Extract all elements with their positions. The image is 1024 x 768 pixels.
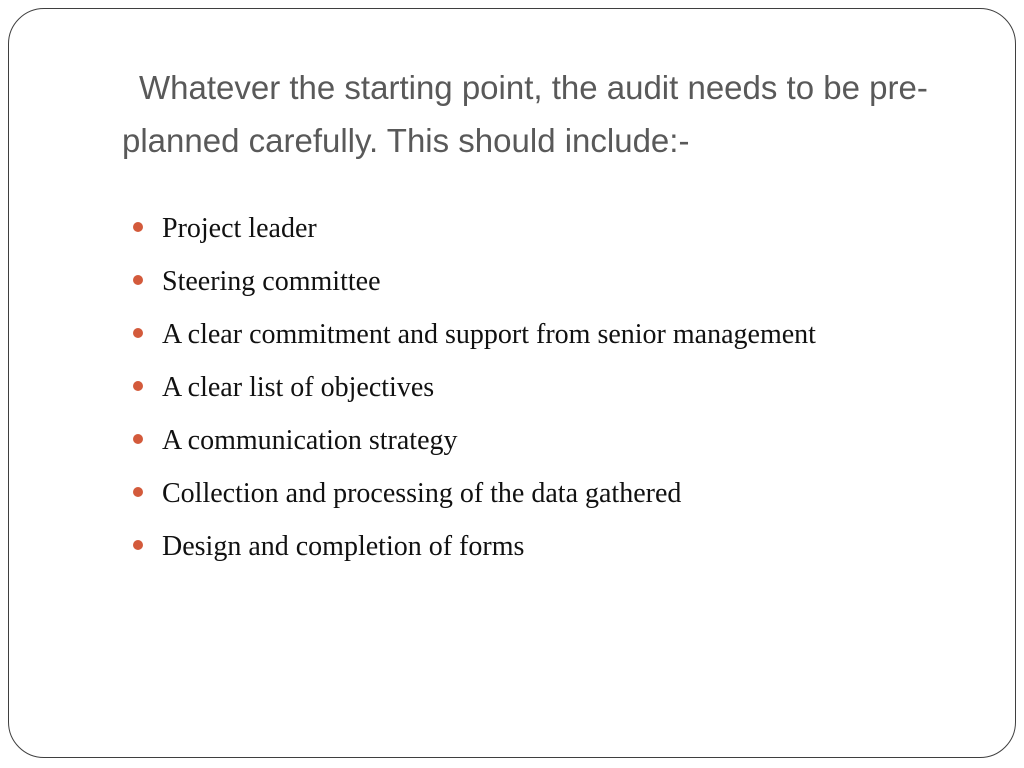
list-item-text: Design and completion of forms <box>162 530 525 562</box>
slide-title: Whatever the starting point, the audit needs to be pre-planned carefully. This should include:- <box>122 69 928 159</box>
slide-frame <box>8 8 1016 758</box>
list-item-text: A communication strategy <box>162 424 458 456</box>
bullet-list <box>133 202 1013 573</box>
list-item <box>133 520 1013 573</box>
list-item <box>133 467 1013 520</box>
round-bullet-icon <box>133 328 143 338</box>
list-item-text: Project leader <box>162 212 317 244</box>
round-bullet-icon <box>133 381 143 391</box>
round-bullet-icon <box>133 487 143 497</box>
list-item <box>133 414 1013 467</box>
list-item <box>133 255 1013 308</box>
list-item-text: Collection and processing of the data gathered <box>162 477 682 509</box>
round-bullet-icon <box>133 222 143 232</box>
list-item-text: A clear commitment and support from senior management <box>162 318 816 350</box>
list-item <box>133 202 1013 255</box>
list-item-text: A clear list of objectives <box>162 371 435 403</box>
list-item <box>133 361 1013 414</box>
list-item <box>133 308 1013 361</box>
round-bullet-icon <box>133 434 143 444</box>
round-bullet-icon <box>133 540 143 550</box>
list-item-text: Steering committee <box>162 265 381 297</box>
round-bullet-icon <box>133 275 143 285</box>
